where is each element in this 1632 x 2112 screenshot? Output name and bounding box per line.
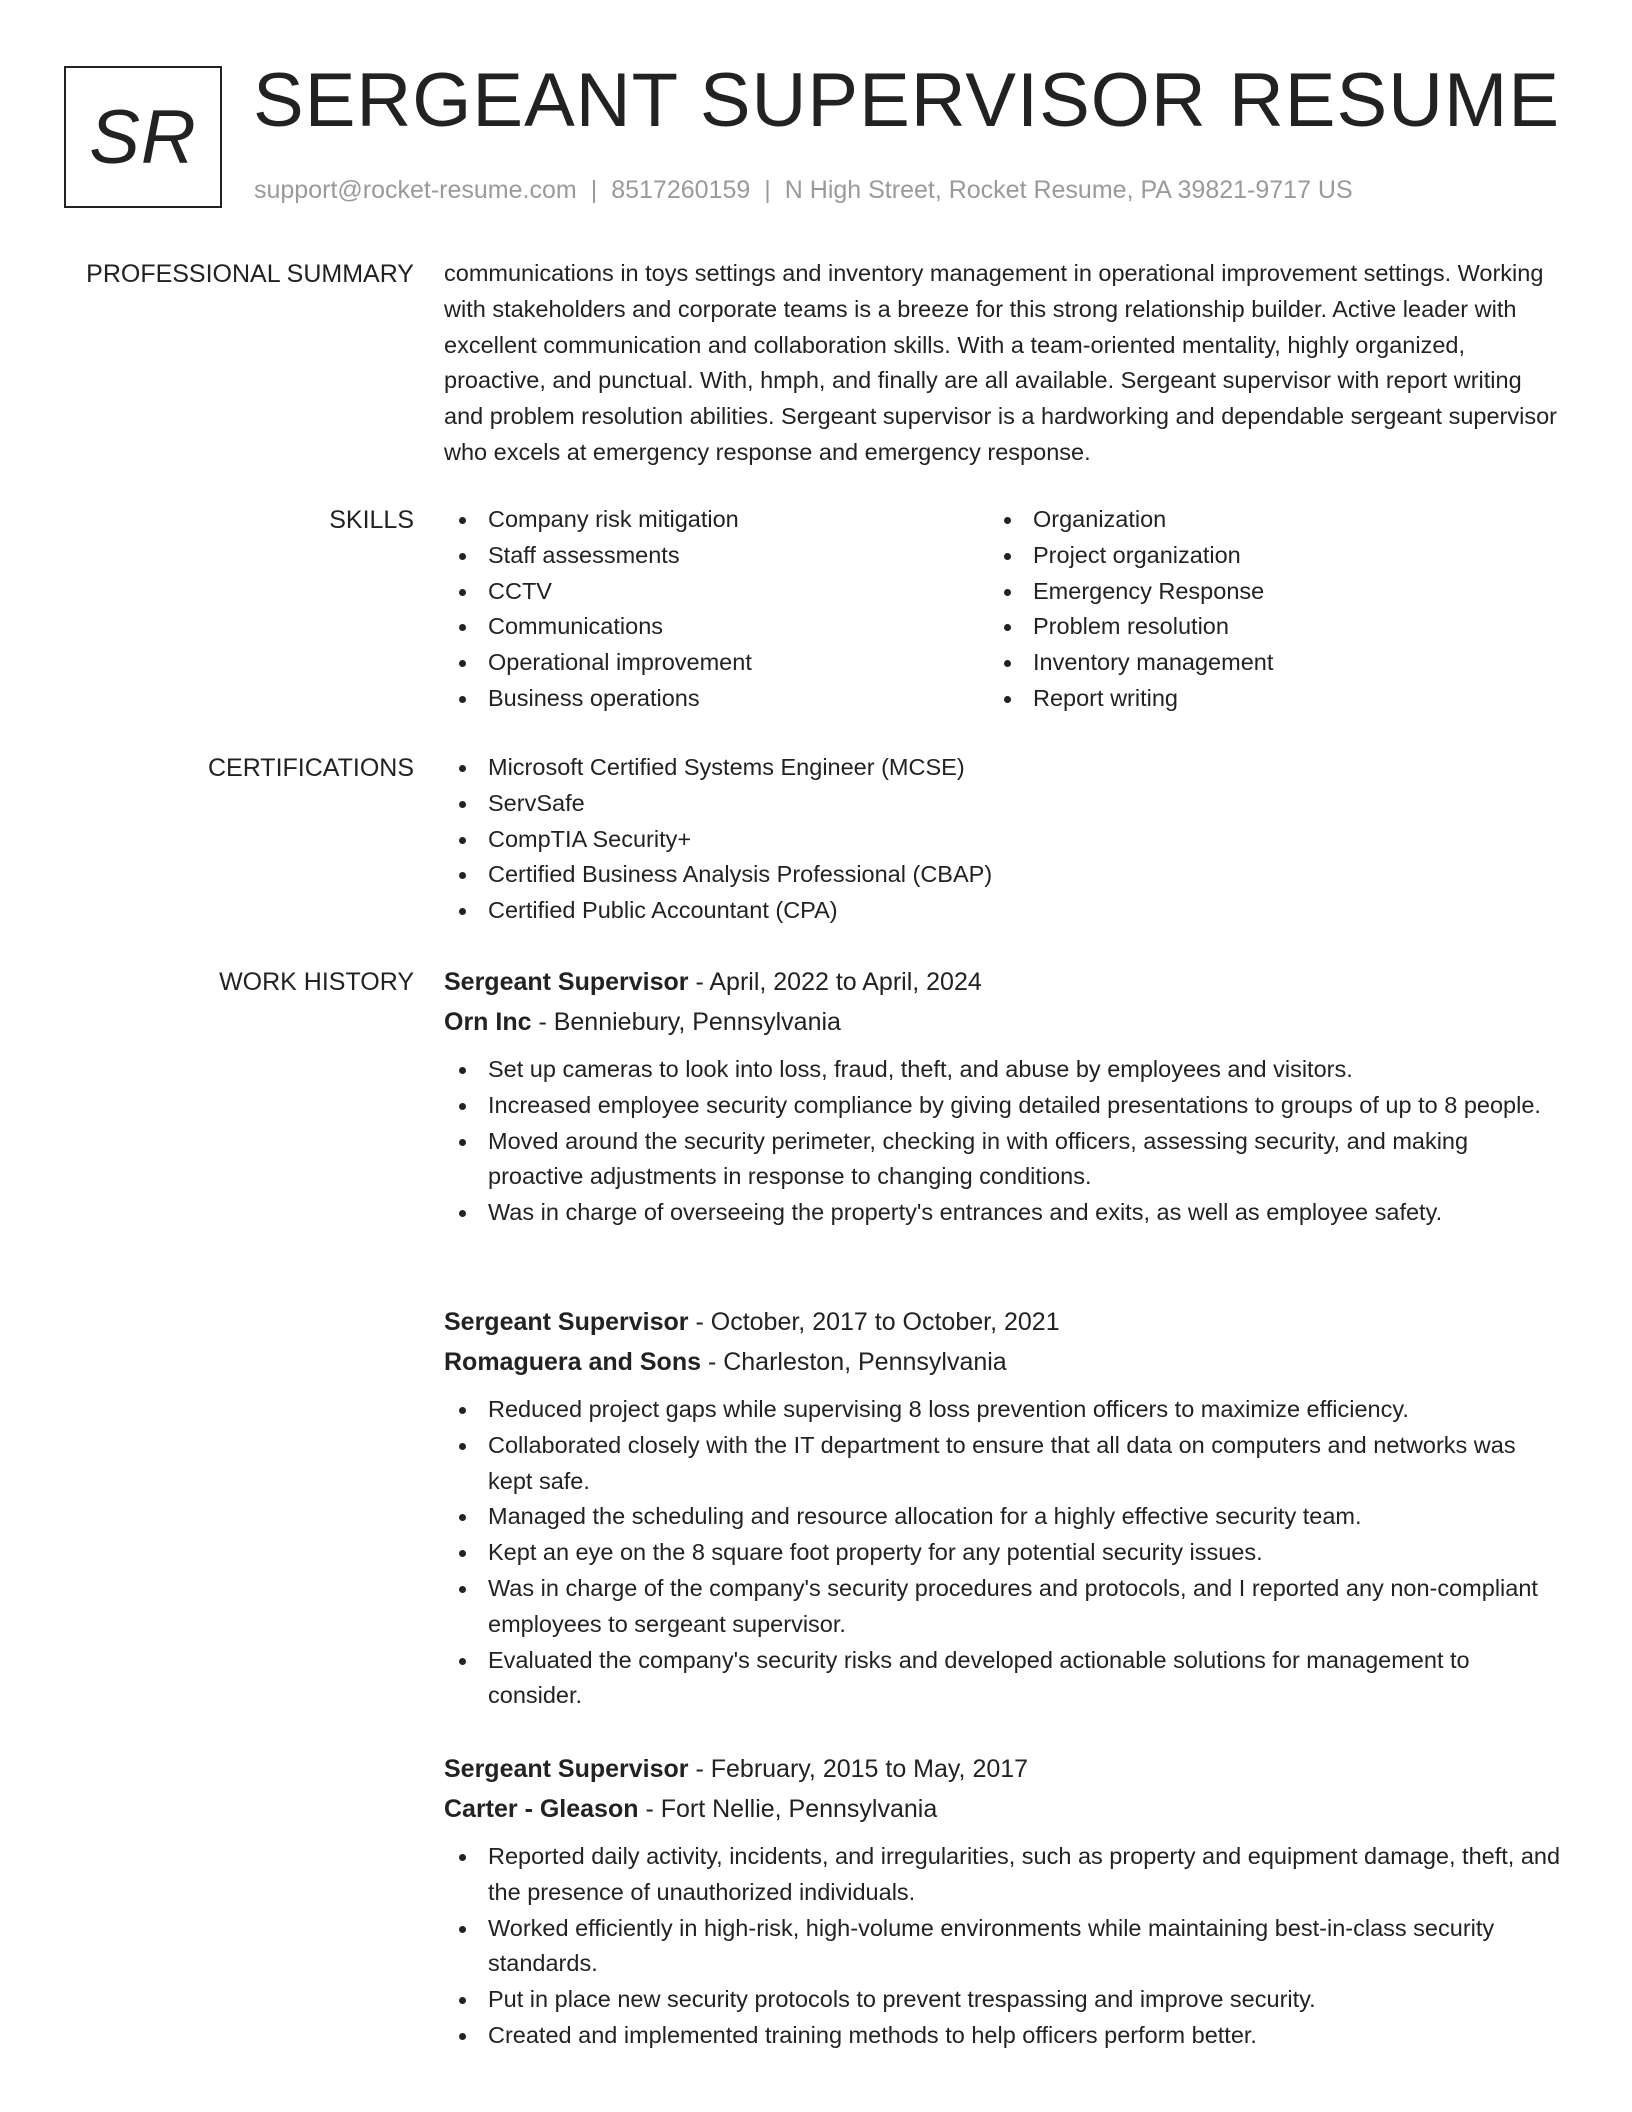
list-item: Was in charge of the company's security procedures and protocols, and I reported any non-compliant employees to sergeant supervisor.	[444, 1571, 1564, 1643]
job-title-line	[444, 1749, 1564, 1789]
skills-columns	[444, 502, 1564, 717]
contact-separator: |	[764, 176, 771, 204]
summary-text: communications in toys settings and inventory management in operational improvement settings. Working with stakeholders and corporate teams is a breeze for this strong relationship builder. Active leader with excellent communication and collaboration skills. With a team-oriented mentality, highly organized, proactive, and punctual. With, hmph, and finally are all available. Sergeant supervisor with report writing and problem resolution abilities. Sergeant supervisor is a hardworking and dependable sergeant supervisor who excels at emergency response and emergency response.	[444, 260, 1557, 465]
list-item: CompTIA Security+	[444, 822, 1564, 858]
list-item: CCTV	[444, 574, 989, 610]
job-company: Romaguera and Sons	[444, 1348, 701, 1376]
list-item: Was in charge of overseeing the property's entrances and exits, as well as employee safety.	[444, 1195, 1564, 1231]
job-dates: - February, 2015 to May, 2017	[688, 1755, 1029, 1783]
job-dates: - October, 2017 to October, 2021	[688, 1308, 1060, 1336]
job-company-line	[444, 1342, 1564, 1382]
job-company: Orn Inc	[444, 1008, 532, 1036]
job-entry	[444, 962, 1564, 1231]
job-company-line	[444, 1789, 1564, 1829]
list-item: Certified Public Accountant (CPA)	[444, 893, 1564, 929]
certifications-list	[444, 750, 1564, 929]
list-item: Operational improvement	[444, 645, 989, 681]
list-item: Created and implemented training methods to help officers perform better.	[444, 2018, 1564, 2054]
job-title: Sergeant Supervisor	[444, 968, 689, 996]
list-item: Microsoft Certified Systems Engineer (MCSE)	[444, 750, 1564, 786]
list-item: Certified Business Analysis Professional (CBAP)	[444, 857, 1564, 893]
list-item: Business operations	[444, 681, 989, 717]
section-label: WORK HISTORY	[219, 968, 414, 996]
skills-list-right	[989, 502, 1534, 717]
job-entry	[444, 1749, 1564, 2054]
job-entry	[444, 1302, 1564, 1714]
resume-title: SERGEANT SUPERVISOR RESUME	[253, 58, 1561, 143]
list-item: Problem resolution	[989, 609, 1534, 645]
list-item: Inventory management	[989, 645, 1534, 681]
job-title-line	[444, 1302, 1564, 1342]
contact-line	[254, 174, 1353, 206]
job-title: Sergeant Supervisor	[444, 1308, 689, 1336]
contact-separator: |	[590, 176, 598, 204]
section-label: CERTIFICATIONS	[207, 754, 414, 782]
list-item: Reported daily activity, incidents, and irregularities, such as property and equipment damage, theft, and the presence of unauthorized individuals.	[444, 1839, 1564, 1911]
list-item: Kept an eye on the 8 square foot property for any potential security issues.	[444, 1535, 1564, 1571]
list-item: Project organization	[989, 538, 1534, 574]
job-title: Sergeant Supervisor	[444, 1755, 689, 1783]
job-company: Carter - Gleason	[444, 1795, 639, 1823]
contact-email[interactable]: support@rocket-resume.com	[254, 176, 577, 204]
list-item: Report writing	[989, 681, 1534, 717]
list-item: Company risk mitigation	[444, 502, 989, 538]
list-item: Organization	[989, 502, 1534, 538]
job-duties-list	[444, 1052, 1564, 1231]
section-label: PROFESSIONAL SUMMARY	[86, 260, 414, 288]
list-item: Reduced project gaps while supervising 8 loss prevention officers to maximize efficiency.	[444, 1392, 1564, 1428]
list-item: Managed the scheduling and resource allocation for a highly effective security team.	[444, 1499, 1564, 1535]
list-item: ServSafe	[444, 786, 1564, 822]
list-item: Moved around the security perimeter, checking in with officers, assessing security, and making proactive adjustments in response to changing conditions.	[444, 1124, 1564, 1196]
job-location: - Fort Nellie, Pennsylvania	[638, 1795, 938, 1823]
contact-phone[interactable]: 8517260159	[611, 176, 751, 204]
list-item: Collaborated closely with the IT department to ensure that all data on computers and networks was kept safe.	[444, 1428, 1564, 1500]
list-item: Communications	[444, 609, 989, 645]
list-item: Emergency Response	[989, 574, 1534, 610]
job-dates: - April, 2022 to April, 2024	[688, 968, 982, 996]
contact-address: N High Street, Rocket Resume, PA 39821-9717 US	[784, 176, 1353, 204]
monogram-logo: SR	[64, 66, 222, 208]
job-title-line	[444, 962, 1564, 1002]
section-label: SKILLS	[329, 506, 414, 534]
list-item: Put in place new security protocols to prevent trespassing and improve security.	[444, 1982, 1564, 2018]
list-item: Evaluated the company's security risks and developed actionable solutions for management to consider.	[444, 1643, 1564, 1715]
job-company-line	[444, 1002, 1564, 1042]
list-item: Set up cameras to look into loss, fraud, theft, and abuse by employees and visitors.	[444, 1052, 1564, 1088]
list-item: Worked efficiently in high-risk, high-volume environments while maintaining best-in-class security standards.	[444, 1911, 1564, 1983]
job-duties-list	[444, 1392, 1564, 1714]
job-location: - Charleston, Pennsylvania	[701, 1348, 1007, 1376]
list-item: Staff assessments	[444, 538, 989, 574]
job-location: - Benniebury, Pennsylvania	[531, 1008, 841, 1036]
job-duties-list	[444, 1839, 1564, 2054]
skills-list-left	[444, 502, 989, 717]
list-item: Increased employee security compliance by giving detailed presentations to groups of up to 8 people.	[444, 1088, 1564, 1124]
